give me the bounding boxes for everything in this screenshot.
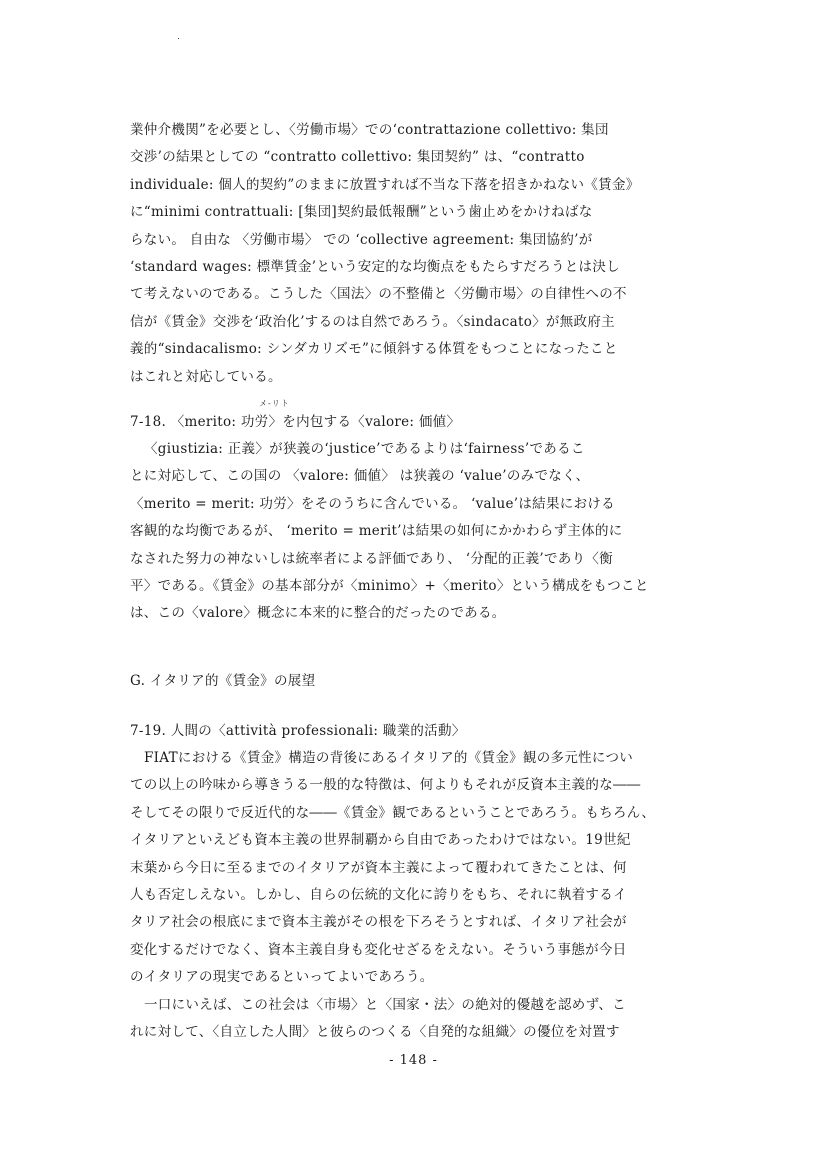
text-line: 〈giustizia: 正義〉が狭義の‘justice’であるよりは‘fairness’であるこ [144, 441, 585, 457]
text-line: とに対応して、この国の 〈valore: 価値〉 は狭義の ‘value’のみでなく、 [130, 468, 590, 485]
text-line: 業仲介機関”を必要とし、〈労働市場〉での‘contrattazione collettivo: 集団 [130, 122, 609, 138]
text-line: なされた努力の神ないしは統率者による評価であり、 ‘分配的正義’であり〈衡 [130, 550, 613, 567]
text-line: 客観的な均衡であるが、 ‘merito = merit’は結果の如何にかかわらず主体的に [130, 523, 623, 540]
text-line: 一口にいえば、この社会は〈市場〉と〈国家・法〉の絶対的優越を認めず、こ [144, 996, 626, 1013]
text-line: ての以上の吟味から導きうる一般的な特徴は、何よりもそれが反資本主義的な―― [130, 777, 641, 794]
section-heading-7-19: 7-19. 人間の〈attività professionali: 職業的活動〉 [130, 723, 466, 739]
text-line: individuale: 個人的契約”のままに放置すれば不当な下落を招きかねない《賃金》 [130, 176, 640, 193]
text-line: FIATにおける《賃金》構造の背後にあるイタリア的《賃金》観の多元性につい [144, 750, 634, 766]
section-7-19-body [130, 745, 730, 1046]
text-line: 交渉’の結果としての “contratto collettivo: 集団契約” は、“contratto [130, 149, 585, 166]
page-number: - 148 - [389, 1053, 438, 1068]
paragraph-wage-bargaining [130, 117, 730, 391]
text-line: れに対して、〈自立した人間〉と彼らのつくる〈自発的な組織〉の優位を対置す [130, 1023, 620, 1040]
furigana-merito: メ-リト [259, 399, 290, 408]
scan-speck [178, 38, 179, 39]
text-line: そしてその限りで反近代的な――《賃金》観であるということであろう。もちろん、 [130, 804, 656, 821]
text-line: に“minimi contrattuali: [集団]契約最低報酬”という歯止めをかけねばな [130, 204, 593, 221]
section-heading-7-18: 7-18. 〈merito: 功労〉を内包する〈valore: 価値〉 [130, 414, 461, 430]
text-line: 変化するだけでなく、資本主義自身も変化せざるをえない。そういう事態が今日 [130, 941, 627, 958]
text-line: らない。 自由な 〈労働市場〉 での ‘collective agreement: 集団協約’が [130, 231, 593, 248]
text-line: 人も否定しえない。しかし、自らの伝統的文化に誇りをもち、それに執着するイ [130, 886, 627, 903]
text-line: イタリアといえども資本主義の世界制覇から自由であったわけではない。19世紀 [130, 832, 631, 849]
text-line: て考えないのである。こうした〈国法〉の不整備と〈労働市場〉の自律性への不 [130, 286, 627, 303]
text-line: は、この〈valore〉概念に本来的に整合的だったのである。 [130, 605, 506, 622]
text-line: 末葉から今日に至るまでのイタリアが資本主義によって覆われてきたことは、何 [130, 859, 627, 876]
section-heading-G: G. イタリア的《賃金》の展望 [130, 673, 316, 689]
text-line: 信が《賃金》交渉を‘政治化’するのは自然であろう。〈sindacato〉が無政府主 [130, 313, 615, 330]
text-line: タリア社会の根底にまで資本主義がその根を下ろそうとすれば、イタリア社会が [130, 914, 627, 931]
text-line: 義的“sindacalismo: シンダカリズモ”に傾斜する体質をもつことになったこと [130, 341, 618, 358]
section-7-18-body [130, 436, 730, 628]
text-line: のイタリアの現実であるといってよいであろう。 [130, 969, 434, 986]
text-line: ‘standard wages: 標準賃金’という安定的な均衡点をもたらすだろうとは決し [130, 258, 620, 275]
text-line: 〈merito = merit: 功労〉をそのうちに含んでいる。 ‘value’は結果における [130, 495, 615, 512]
text-line: 平〉である。《賃金》の基本部分が〈minimo〉+〈merito〉という構成をもつこと [130, 577, 649, 594]
text-line: はこれと対応している。 [130, 368, 282, 385]
